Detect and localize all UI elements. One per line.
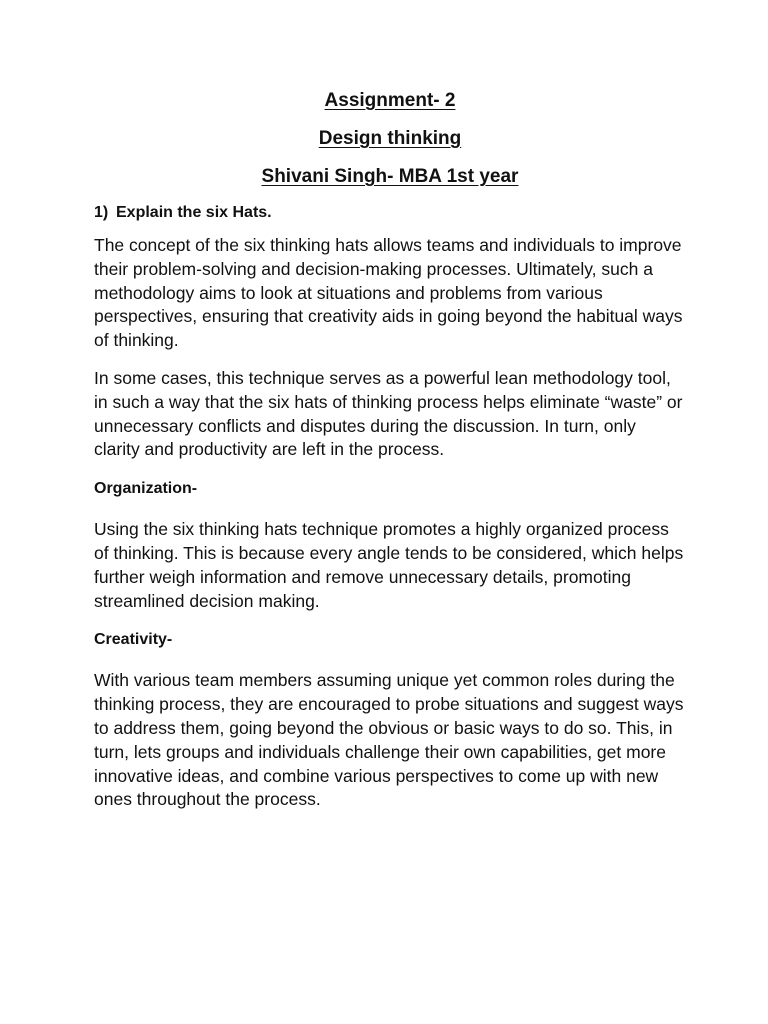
assignment-title: Assignment- 2 — [324, 90, 456, 111]
subject-title: Design thinking — [318, 128, 462, 149]
section-paragraph-creativity: With various team members assuming unique yet common roles during the thinking process, they are encouraged to probe situations and suggest ways to address them, going beyond the obvious or basic ways to do so. This, in turn, lets groups and individuals challenge their own capabilities, get more innovative ideas, and combine various perspectives to come up with new ones throughout the process. — [94, 670, 684, 810]
author-title: Shivani Singh- MBA 1st year — [261, 166, 519, 187]
section-heading-creativity: Creativity- — [94, 631, 173, 649]
question-heading — [94, 202, 686, 224]
intro-paragraph-2: In some cases, this technique serves as a powerful lean methodology tool, in such a way that the six hats of thinking process helps eliminate “waste” or unnecessary conflicts and disputes during the discussion. In turn, only clarity and productivity are left in the process. — [94, 367, 683, 460]
section-heading-organization: Organization- — [94, 480, 198, 498]
intro-paragraph-1: The concept of the six thinking hats allows teams and individuals to improve their problem-solving and decision-making processes. Ultimately, such a methodology aims to look at situations and problems from various perspectives, ensuring that creativity aids in going beyond the habitual ways of thinking. — [94, 235, 683, 351]
section-paragraph-organization: Using the six thinking hats technique promotes a highly organized process of thinking. This is because every angle tends to be considered, which helps further weigh information and remove unnecessary details, promoting streamlined decision making. — [94, 519, 684, 611]
question-text: Explain the six Hats. — [116, 204, 272, 221]
document-content — [94, 88, 686, 826]
question-number: 1) — [94, 204, 109, 221]
